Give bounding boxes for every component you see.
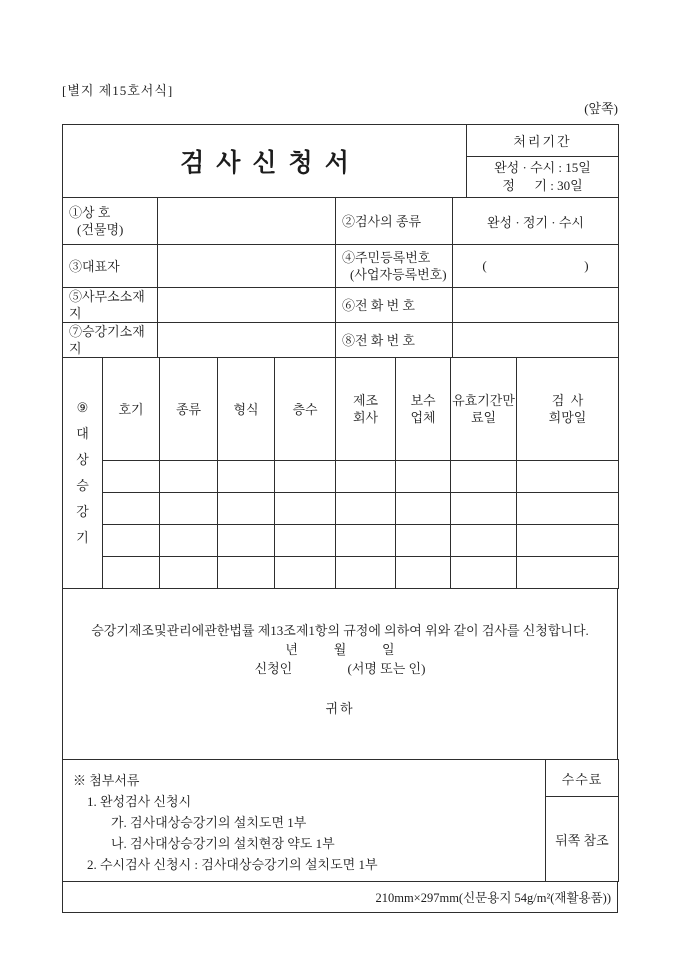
form-code-label: [별지 제15호서식] <box>62 83 174 98</box>
elevator-cell[interactable] <box>160 461 218 493</box>
declaration-block <box>62 588 618 760</box>
elevator-cell[interactable] <box>218 461 275 493</box>
paper-spec-text: 210mm×297mm(신문용지 54g/m²(재활용품)) <box>375 891 611 905</box>
elevator-cell[interactable] <box>218 493 275 525</box>
attachments-block <box>62 759 619 882</box>
company-name-input[interactable] <box>158 198 336 245</box>
attachment-item: 1. 완성검사 신청시 <box>87 794 192 809</box>
elevator-phone-input[interactable] <box>453 323 619 358</box>
representative-label: ③대표자 <box>63 245 158 288</box>
elevator-address-label: ⑦승강기소재지 <box>63 323 158 358</box>
col-header-validity-expiry: 유효기간만 료일 <box>451 358 517 461</box>
elevator-cell[interactable] <box>160 525 218 557</box>
company-name-label-line2: (건물명) <box>77 222 124 237</box>
elevator-cell[interactable] <box>451 525 517 557</box>
elevator-cell[interactable] <box>336 493 396 525</box>
elevator-cell[interactable] <box>396 557 451 589</box>
elevator-cell[interactable] <box>517 461 619 493</box>
elevator-address-input[interactable] <box>158 323 336 358</box>
elevator-row-2 <box>63 493 619 525</box>
target-elevator-number: ⑨ <box>76 400 89 415</box>
elevator-row-3 <box>63 525 619 557</box>
office-address-input[interactable] <box>158 288 336 323</box>
elevator-cell[interactable] <box>275 461 336 493</box>
inspection-type-label: ②검사의 종류 <box>336 198 453 245</box>
elevator-row-1 <box>63 461 619 493</box>
declaration-text: 승강기제조및관리에관한법률 제13조제1항의 규정에 의하여 위와 같이 검사를 신청합니다. <box>91 623 589 638</box>
elevator-cell[interactable] <box>275 525 336 557</box>
elevator-cell[interactable] <box>517 493 619 525</box>
processing-period-values <box>467 157 619 198</box>
processing-period-label: 처리기간 <box>467 125 619 157</box>
representative-input[interactable] <box>158 245 336 288</box>
elevator-cell[interactable] <box>103 493 160 525</box>
attachment-item: 가. 검사대상승강기의 설치도면 1부 <box>111 815 307 830</box>
elevator-row-4 <box>63 557 619 589</box>
elevator-cell[interactable] <box>336 557 396 589</box>
elevator-cell[interactable] <box>275 493 336 525</box>
elevator-cell[interactable] <box>336 525 396 557</box>
elevator-cell[interactable] <box>218 557 275 589</box>
elevator-cell[interactable] <box>336 461 396 493</box>
elevator-cell[interactable] <box>103 557 160 589</box>
col-header-floors: 층수 <box>275 358 336 461</box>
elevator-cell[interactable] <box>517 525 619 557</box>
office-address-label: ⑤사무소소재지 <box>63 288 158 323</box>
attachments-list <box>63 760 546 882</box>
form-title: 검사신청서 <box>63 125 467 198</box>
inspection-application-form <box>62 125 618 913</box>
elevator-cell[interactable] <box>160 557 218 589</box>
recipient-line: 귀하 <box>325 701 355 716</box>
elevator-cell[interactable] <box>451 493 517 525</box>
company-name-label <box>63 198 158 245</box>
target-elevator-table <box>62 357 619 589</box>
col-header-maintenance-company: 보수 업체 <box>396 358 451 461</box>
page-side-label: (앞쪽) <box>584 101 618 116</box>
applicant-signature-line[interactable]: 신청인 (서명 또는 인) <box>254 661 426 676</box>
elevator-cell[interactable] <box>396 493 451 525</box>
office-phone-input[interactable] <box>453 288 619 323</box>
resident-number-label-line1: ④주민등록번호 <box>342 250 431 265</box>
attachment-item: 2. 수시검사 신청시 : 검사대상승강기의 설치도면 1부 <box>87 857 378 872</box>
attachments-marker: ※ 첨부서류 <box>73 773 140 788</box>
fee-label: 수수료 <box>546 760 619 797</box>
elevator-cell[interactable] <box>160 493 218 525</box>
elevator-cell[interactable] <box>451 557 517 589</box>
elevator-cell[interactable] <box>396 461 451 493</box>
attachment-item: 나. 검사대상승강기의 설치현장 약도 1부 <box>111 836 335 851</box>
office-phone-label: ⑥전 화 번 호 <box>336 288 453 323</box>
resident-number-label <box>336 245 453 288</box>
col-header-kind: 종류 <box>160 358 218 461</box>
elevator-cell[interactable] <box>103 525 160 557</box>
elevator-cell[interactable] <box>517 557 619 589</box>
elevator-cell[interactable] <box>396 525 451 557</box>
resident-number-input[interactable]: ( ) <box>453 245 619 288</box>
paper-spec-row <box>62 881 618 913</box>
applicant-info-table <box>62 197 619 358</box>
col-header-desired-inspection-date: 검 사 희망일 <box>517 358 619 461</box>
elevator-phone-label: ⑧전 화 번 호 <box>336 323 453 358</box>
inspection-type-value[interactable]: 완성 · 정기 · 수시 <box>453 198 619 245</box>
resident-number-label-line2: (사업자등록번호) <box>350 267 447 282</box>
processing-line-1: 완성 · 수시 : 15일 <box>494 160 591 175</box>
fee-value: 뒤쪽 참조 <box>546 797 619 882</box>
target-elevator-row-label: ⑨ 대 상 승 강 기 <box>63 358 103 589</box>
title-block <box>62 124 619 198</box>
elevator-cell[interactable] <box>275 557 336 589</box>
date-line[interactable]: 년 월 일 <box>285 642 395 657</box>
col-header-manufacturer: 제조 회사 <box>336 358 396 461</box>
elevator-cell[interactable] <box>451 461 517 493</box>
company-name-label-line1: ①상 호 <box>69 205 111 220</box>
col-header-unit-number: 호기 <box>103 358 160 461</box>
processing-line-2: 정 기 : 30일 <box>502 178 583 193</box>
col-header-model: 형식 <box>218 358 275 461</box>
elevator-cell[interactable] <box>103 461 160 493</box>
elevator-cell[interactable] <box>218 525 275 557</box>
